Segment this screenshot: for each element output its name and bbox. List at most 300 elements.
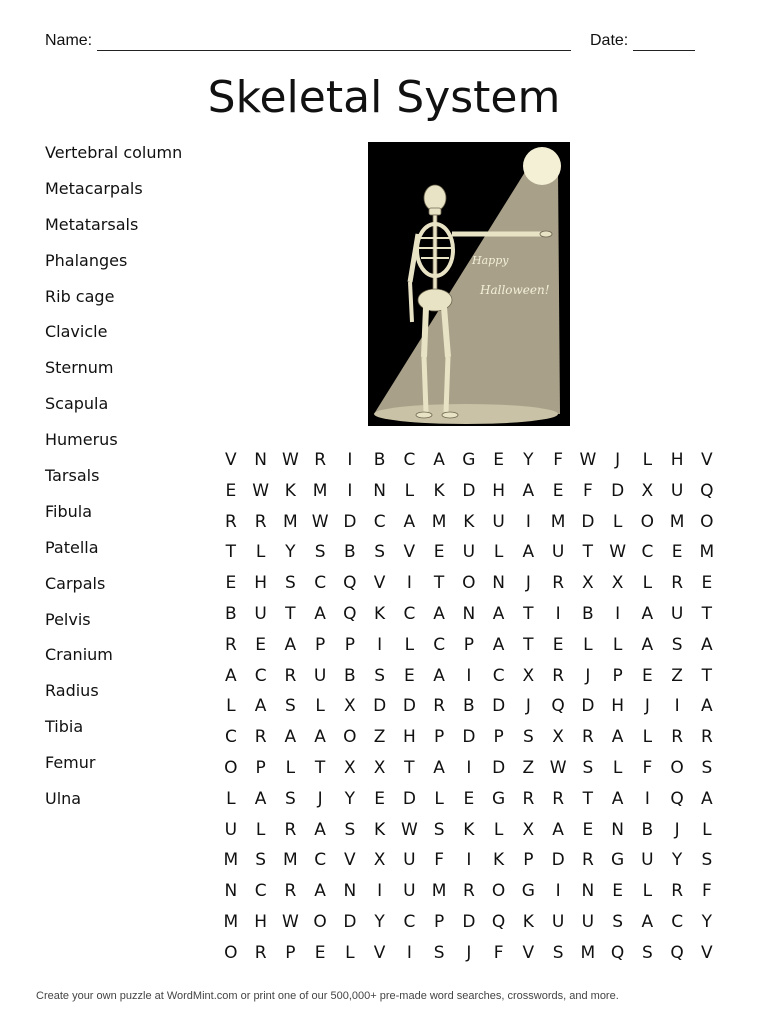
grid-cell: J bbox=[615, 450, 621, 470]
grid-cell: C bbox=[641, 542, 654, 563]
grid-cell: U bbox=[670, 480, 684, 501]
grid-cell: T bbox=[523, 634, 534, 655]
grid-cell: R bbox=[284, 819, 297, 840]
grid-cell: T bbox=[582, 542, 594, 563]
grid-cell: A bbox=[284, 727, 297, 748]
grid-cell: B bbox=[582, 603, 594, 624]
grid-cell: V bbox=[701, 942, 713, 963]
grid-cell: S bbox=[374, 665, 386, 686]
grid-cell: U bbox=[551, 911, 565, 932]
grid-cell: I bbox=[466, 665, 472, 686]
grid-cell: G bbox=[521, 881, 535, 902]
grid-cell: R bbox=[552, 573, 565, 594]
grid-cell: S bbox=[374, 542, 386, 563]
grid-cell: W bbox=[579, 450, 597, 470]
grid-cell: K bbox=[433, 480, 445, 501]
letter-grid bbox=[216, 445, 722, 969]
grid-cell: B bbox=[373, 450, 386, 470]
grid-cell: R bbox=[581, 727, 594, 748]
name-label: Name: bbox=[45, 32, 93, 49]
grid-cell: C bbox=[403, 450, 416, 470]
grid-cell: A bbox=[314, 819, 326, 840]
grid-cell: J bbox=[674, 819, 680, 840]
grid-cell: V bbox=[373, 942, 386, 963]
grid-cell: C bbox=[314, 850, 327, 871]
grid-cell: E bbox=[225, 480, 237, 501]
grid-cell: K bbox=[522, 911, 534, 932]
word-list-item: Fibula bbox=[45, 501, 93, 521]
word-list-item: Carpals bbox=[45, 573, 106, 593]
grid-cell: W bbox=[281, 911, 299, 932]
grid-cell: M bbox=[283, 850, 298, 871]
grid-cell: F bbox=[493, 942, 504, 963]
grid-cell: C bbox=[224, 727, 237, 748]
grid-cell: L bbox=[642, 573, 653, 594]
grid-cell: S bbox=[701, 757, 713, 778]
grid-cell: S bbox=[284, 788, 296, 809]
grid-cell: O bbox=[224, 942, 238, 963]
grid-cell: I bbox=[377, 634, 383, 655]
grid-cell: D bbox=[581, 696, 595, 717]
page-title: Skeletal System bbox=[207, 72, 561, 123]
grid-cell: I bbox=[555, 603, 561, 624]
grid-cell: E bbox=[552, 480, 564, 501]
grid-cell: M bbox=[431, 881, 447, 902]
word-list-item: Patella bbox=[45, 537, 99, 557]
grid-cell: S bbox=[314, 542, 326, 563]
word-list-item: Scapula bbox=[45, 394, 109, 414]
grid-cell: L bbox=[612, 757, 623, 778]
grid-cell: K bbox=[284, 480, 296, 501]
grid-cell: J bbox=[585, 665, 591, 686]
grid-cell: A bbox=[611, 788, 624, 809]
grid-cell: K bbox=[463, 511, 475, 532]
grid-cell: W bbox=[252, 480, 270, 501]
word-list-item: Tarsals bbox=[45, 466, 100, 486]
grid-cell: L bbox=[226, 696, 236, 717]
grid-cell: I bbox=[644, 788, 650, 809]
grid-cell: A bbox=[701, 634, 713, 655]
grid-cell: H bbox=[402, 727, 416, 748]
grid-cell: C bbox=[403, 911, 416, 932]
grid-cell: H bbox=[254, 573, 268, 594]
greeting-line-1: Happy bbox=[472, 254, 509, 267]
grid-cell: N bbox=[373, 480, 386, 501]
grid-cell: U bbox=[670, 603, 684, 624]
grid-cell: M bbox=[223, 850, 239, 871]
grid-cell: C bbox=[373, 511, 386, 532]
grid-cell: R bbox=[552, 788, 565, 809]
grid-cell: P bbox=[285, 942, 296, 963]
grid-cell: X bbox=[522, 819, 535, 840]
grid-cell: S bbox=[433, 942, 445, 963]
grid-cell: W bbox=[311, 511, 329, 532]
skull bbox=[424, 185, 446, 211]
date-label: Date: bbox=[590, 32, 629, 49]
grid-cell: E bbox=[255, 634, 266, 655]
grid-cell: P bbox=[344, 634, 355, 655]
name-line bbox=[97, 50, 571, 51]
grid-cell: E bbox=[671, 542, 683, 563]
grid-cell: U bbox=[403, 881, 416, 902]
grid-cell: S bbox=[612, 911, 624, 932]
grid-cell: C bbox=[314, 573, 327, 594]
grid-cell: R bbox=[314, 450, 327, 470]
word-list-item: Humerus bbox=[45, 430, 118, 450]
grid-cell: S bbox=[671, 634, 683, 655]
grid-cell: A bbox=[314, 727, 326, 748]
grid-cell: A bbox=[254, 788, 267, 809]
grid-cell: N bbox=[462, 603, 476, 624]
grid-cell: X bbox=[641, 480, 654, 501]
grid-cell: N bbox=[343, 881, 357, 902]
grid-cell: L bbox=[583, 634, 593, 655]
grid-cell: A bbox=[433, 450, 445, 470]
grid-cell: V bbox=[373, 573, 386, 594]
grid-cell: E bbox=[404, 665, 415, 686]
grid-cell: A bbox=[254, 696, 267, 717]
grid-cell: B bbox=[463, 696, 475, 717]
grid-cell: Q bbox=[610, 942, 625, 963]
grid-cell: I bbox=[674, 696, 680, 717]
grid-cell: M bbox=[550, 511, 566, 532]
grid-cell: U bbox=[313, 665, 327, 686]
word-list-item: Femur bbox=[45, 753, 96, 773]
grid-cell: A bbox=[314, 603, 326, 624]
grid-cell: C bbox=[492, 665, 505, 686]
grid-cell: I bbox=[347, 450, 353, 470]
word-list-item: Rib cage bbox=[45, 286, 115, 306]
grid-cell: C bbox=[433, 634, 446, 655]
grid-cell: Y bbox=[344, 788, 356, 809]
grid-cell: O bbox=[640, 511, 655, 532]
grid-cell: T bbox=[701, 665, 713, 686]
grid-cell: N bbox=[581, 881, 595, 902]
word-list-item: Metatarsals bbox=[45, 214, 139, 234]
grid-cell: O bbox=[224, 757, 238, 778]
grid-cell: E bbox=[493, 450, 504, 470]
grid-cell: R bbox=[254, 727, 267, 748]
grid-cell: I bbox=[555, 881, 561, 902]
grid-cell: L bbox=[493, 819, 504, 840]
grid-cell: Q bbox=[551, 696, 565, 717]
grid-cell: B bbox=[225, 603, 237, 624]
grid-cell: P bbox=[433, 911, 445, 932]
grid-cell: W bbox=[549, 757, 567, 778]
grid-cell: O bbox=[343, 727, 357, 748]
grid-cell: D bbox=[343, 911, 357, 932]
spine bbox=[433, 215, 437, 295]
grid-cell: E bbox=[463, 788, 475, 809]
grid-cell: X bbox=[373, 757, 386, 778]
grid-cell: E bbox=[433, 542, 445, 563]
grid-cell: R bbox=[254, 942, 267, 963]
grid-cell: O bbox=[313, 911, 327, 932]
grid-cell: A bbox=[314, 881, 326, 902]
grid-cell: E bbox=[225, 573, 237, 594]
word-list-item: Ulna bbox=[45, 789, 82, 809]
grid-cell: Y bbox=[285, 542, 296, 563]
grid-cell: R bbox=[671, 573, 684, 594]
grid-cell: Q bbox=[343, 573, 357, 594]
header-row bbox=[45, 32, 725, 54]
grid-cell: Q bbox=[700, 480, 714, 501]
grid-cell: Q bbox=[670, 788, 684, 809]
grid-cell: L bbox=[642, 727, 653, 748]
grid-cell: L bbox=[642, 450, 653, 470]
grid-cell: E bbox=[642, 665, 653, 686]
grid-cell: R bbox=[671, 881, 684, 902]
grid-cell: P bbox=[463, 634, 474, 655]
grid-cell: F bbox=[553, 450, 564, 470]
grid-cell: T bbox=[225, 542, 237, 563]
grid-cell: G bbox=[611, 850, 625, 871]
grid-cell: D bbox=[462, 480, 476, 501]
grid-cell: P bbox=[493, 727, 504, 748]
grid-cell: J bbox=[644, 696, 650, 717]
grid-cell: F bbox=[434, 850, 445, 871]
grid-cell: U bbox=[254, 603, 267, 624]
grid-cell: D bbox=[611, 480, 625, 501]
grid-cell: R bbox=[522, 788, 535, 809]
grid-cell: A bbox=[225, 665, 237, 686]
grid-cell: K bbox=[493, 850, 505, 871]
left-femur bbox=[424, 307, 426, 357]
grid-cell: S bbox=[522, 727, 534, 748]
right-shin bbox=[446, 357, 448, 412]
footer-text: Create your own puzzle at WordMint.com or print one of our 500,000+ pre-made word searches, crosswords, and more. bbox=[36, 990, 619, 1002]
grid-cell: Q bbox=[670, 942, 684, 963]
left-shin bbox=[424, 357, 426, 412]
grid-cell: L bbox=[285, 757, 296, 778]
grid-cell: G bbox=[462, 450, 476, 470]
right-femur bbox=[444, 307, 448, 357]
grid-cell: T bbox=[404, 757, 415, 778]
grid-cell: A bbox=[701, 696, 713, 717]
grid-cell: P bbox=[255, 757, 266, 778]
grid-cell: H bbox=[492, 480, 506, 501]
word-list-item: Metacarpals bbox=[45, 178, 143, 198]
greeting-line-2: Halloween! bbox=[480, 283, 550, 297]
grid-cell: V bbox=[403, 542, 416, 563]
grid-cell: D bbox=[402, 788, 416, 809]
grid-cell: A bbox=[641, 634, 654, 655]
grid-cell: H bbox=[670, 450, 684, 470]
grid-cell: X bbox=[344, 696, 356, 717]
moon-icon bbox=[523, 147, 561, 185]
grid-cell: Z bbox=[373, 727, 386, 748]
grid-cell: N bbox=[254, 450, 267, 470]
grid-cell: W bbox=[609, 542, 627, 563]
grid-cell: B bbox=[641, 819, 654, 840]
grid-cell: F bbox=[642, 757, 653, 778]
grid-cell: D bbox=[581, 511, 595, 532]
grid-cell: B bbox=[344, 665, 356, 686]
stage-light-pool bbox=[374, 404, 558, 424]
left-forearm bbox=[410, 282, 412, 322]
grid-cell: V bbox=[225, 450, 237, 470]
grid-cell: W bbox=[400, 819, 418, 840]
grid-cell: I bbox=[525, 511, 531, 532]
grid-cell: I bbox=[466, 757, 472, 778]
word-list-item: Cranium bbox=[45, 645, 113, 665]
grid-cell: E bbox=[582, 819, 594, 840]
grid-cell: H bbox=[254, 911, 268, 932]
grid-cell: S bbox=[641, 942, 653, 963]
word-list-item: Phalanges bbox=[45, 250, 128, 270]
grid-cell: L bbox=[493, 542, 504, 563]
grid-cell: T bbox=[523, 603, 534, 624]
grid-cell: N bbox=[611, 819, 624, 840]
grid-cell: X bbox=[582, 573, 594, 594]
grid-cell: P bbox=[523, 850, 534, 871]
grid-cell: A bbox=[611, 727, 624, 748]
grid-cell: Y bbox=[671, 850, 683, 871]
skeleton-illustration bbox=[368, 142, 570, 426]
right-hand bbox=[540, 231, 552, 237]
grid-cell: D bbox=[551, 850, 565, 871]
grid-cell: N bbox=[492, 573, 505, 594]
grid-cell: E bbox=[612, 881, 623, 902]
grid-cell: U bbox=[462, 542, 476, 563]
grid-cell: E bbox=[701, 573, 713, 594]
grid-cell: U bbox=[492, 511, 505, 532]
grid-cell: A bbox=[522, 480, 535, 501]
grid-cell: K bbox=[374, 603, 386, 624]
grid-cell: M bbox=[580, 942, 596, 963]
grid-cell: U bbox=[551, 542, 565, 563]
grid-cell: J bbox=[466, 942, 472, 963]
grid-cell: X bbox=[344, 757, 356, 778]
grid-cell: T bbox=[701, 603, 713, 624]
grid-cell: E bbox=[552, 634, 564, 655]
grid-cell: J bbox=[525, 696, 531, 717]
grid-cell: U bbox=[581, 911, 595, 932]
grid-cell: R bbox=[581, 850, 594, 871]
grid-cell: D bbox=[492, 757, 506, 778]
grid-cell: C bbox=[403, 603, 416, 624]
grid-cell: L bbox=[404, 634, 415, 655]
word-list-item: Sternum bbox=[45, 358, 114, 378]
grid-cell: E bbox=[314, 942, 326, 963]
grid-cell: R bbox=[284, 665, 297, 686]
grid-cell: M bbox=[223, 911, 239, 932]
grid-cell: M bbox=[431, 511, 447, 532]
grid-cell: O bbox=[700, 511, 714, 532]
grid-cell: R bbox=[671, 727, 684, 748]
grid-cell: L bbox=[642, 881, 653, 902]
grid-cell: S bbox=[284, 696, 296, 717]
grid-cell: L bbox=[612, 634, 623, 655]
grid-cell: A bbox=[433, 603, 445, 624]
word-list bbox=[45, 142, 182, 824]
grid-cell: P bbox=[612, 665, 623, 686]
grid-cell: G bbox=[492, 788, 506, 809]
grid-cell: D bbox=[462, 727, 476, 748]
grid-cell: J bbox=[317, 788, 323, 809]
grid-cell: N bbox=[224, 881, 238, 902]
grid-cell: L bbox=[702, 819, 712, 840]
grid-cell: A bbox=[284, 634, 297, 655]
grid-cell: R bbox=[462, 881, 475, 902]
grid-cell: A bbox=[552, 819, 564, 840]
grid-cell: I bbox=[406, 573, 412, 594]
grid-cell: M bbox=[283, 511, 298, 532]
grid-cell: R bbox=[224, 634, 237, 655]
grid-cell: I bbox=[615, 603, 621, 624]
grid-cell: A bbox=[522, 542, 535, 563]
grid-cell: A bbox=[641, 911, 654, 932]
grid-cell: Y bbox=[523, 450, 534, 470]
grid-cell: I bbox=[466, 850, 472, 871]
grid-cell: R bbox=[284, 881, 297, 902]
grid-cell: Y bbox=[701, 911, 713, 932]
grid-cell: I bbox=[406, 942, 412, 963]
grid-cell: C bbox=[671, 911, 684, 932]
grid-cell: L bbox=[255, 542, 266, 563]
grid-cell: L bbox=[255, 819, 266, 840]
grid-cell: U bbox=[403, 850, 416, 871]
grid-cell: U bbox=[224, 819, 238, 840]
grid-cell: K bbox=[463, 819, 475, 840]
grid-cell: F bbox=[582, 480, 593, 501]
grid-cell: R bbox=[700, 727, 713, 748]
grid-cell: C bbox=[254, 881, 267, 902]
grid-cell: A bbox=[403, 511, 416, 532]
grid-cell: Q bbox=[491, 911, 506, 932]
grid-cell: Q bbox=[343, 603, 357, 624]
grid-cell: V bbox=[701, 450, 713, 470]
grid-cell: A bbox=[641, 603, 654, 624]
date-line bbox=[633, 50, 695, 51]
grid-cell: M bbox=[699, 542, 715, 563]
grid-cell: D bbox=[462, 911, 476, 932]
word-list-item: Clavicle bbox=[45, 322, 108, 342]
grid-cell: X bbox=[522, 665, 535, 686]
grid-cell: L bbox=[612, 511, 623, 532]
grid-cell: C bbox=[254, 665, 267, 686]
grid-cell: T bbox=[433, 573, 445, 594]
grid-cell: I bbox=[347, 480, 353, 501]
grid-cell: S bbox=[701, 850, 713, 871]
grid-cell: S bbox=[552, 942, 564, 963]
grid-cell: I bbox=[377, 881, 383, 902]
grid-cell: L bbox=[345, 942, 355, 963]
grid-cell: P bbox=[314, 634, 326, 655]
grid-cell: K bbox=[374, 819, 386, 840]
grid-cell: O bbox=[462, 573, 476, 594]
grid-cell: V bbox=[344, 850, 356, 871]
grid-cell: D bbox=[492, 696, 506, 717]
grid-cell: O bbox=[670, 757, 684, 778]
grid-cell: A bbox=[433, 665, 445, 686]
grid-cell: R bbox=[224, 511, 237, 532]
grid-cell: A bbox=[492, 634, 505, 655]
grid-cell: M bbox=[669, 511, 685, 532]
grid-cell: S bbox=[255, 850, 267, 871]
grid-cell: S bbox=[433, 819, 445, 840]
grid-cell: S bbox=[582, 757, 594, 778]
grid-cell: S bbox=[344, 819, 356, 840]
grid-cell: R bbox=[552, 665, 565, 686]
grid-cell: A bbox=[492, 603, 505, 624]
grid-cell: A bbox=[433, 757, 445, 778]
grid-cell: P bbox=[433, 727, 445, 748]
grid-cell: Z bbox=[522, 757, 535, 778]
grid-cell: A bbox=[701, 788, 713, 809]
grid-cell: R bbox=[254, 511, 267, 532]
grid-cell: D bbox=[343, 511, 357, 532]
